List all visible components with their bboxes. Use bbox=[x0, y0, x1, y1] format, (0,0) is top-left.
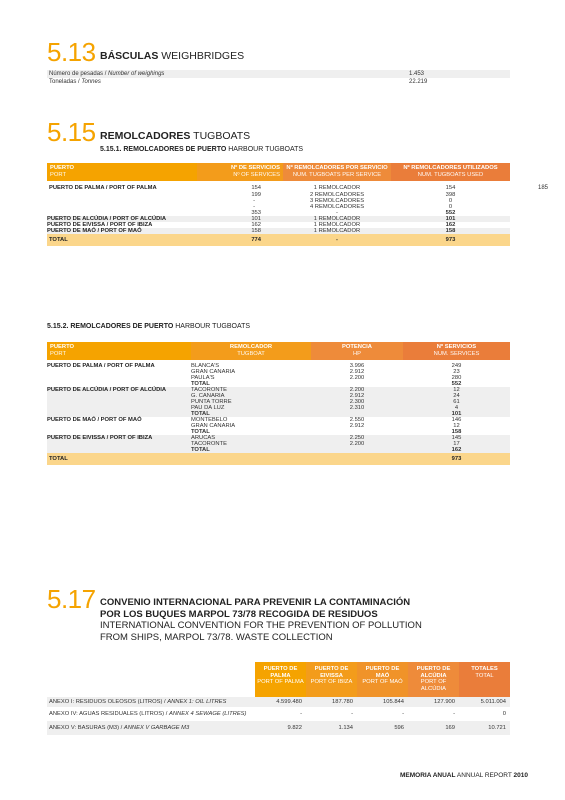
table-header bbox=[47, 163, 510, 181]
page-footer: MEMORIA ANUAL ANNUAL REPORT 2010 bbox=[399, 772, 528, 779]
used-value: 0 bbox=[448, 203, 453, 210]
subtotal-label: TOTAL bbox=[191, 447, 311, 453]
used-value: 154 bbox=[445, 185, 456, 192]
services-value: 101 bbox=[197, 216, 283, 222]
row-label: ANEXO I: RESIDUOS OLEOSOS (LITROS) / ANNEX 1: OIL LITRES bbox=[47, 697, 255, 707]
value-cell: - bbox=[402, 710, 404, 717]
title-line-es-1: CONVENIO INTERNACIONAL PARA PREVENIR LA CONTAMINACIÓN bbox=[100, 597, 411, 608]
table-row bbox=[47, 70, 510, 78]
tugboat-name: MONTEBELO bbox=[191, 416, 228, 423]
total-row bbox=[47, 453, 510, 465]
power-value: 2.200 bbox=[311, 387, 403, 393]
col-total: TOTALES TOTAL bbox=[459, 662, 510, 697]
services-value: 145 bbox=[403, 435, 510, 441]
power-value: 2.200 bbox=[349, 374, 365, 381]
harbour-tugboats-table bbox=[47, 342, 510, 465]
tugboat-name: ARUCAS bbox=[191, 435, 311, 441]
tugboat-name: TACORONTE bbox=[191, 441, 311, 447]
subtotal-label: TOTAL bbox=[191, 428, 210, 435]
col-services: Nº SERVICIOS NUM. SERVICES bbox=[403, 342, 510, 360]
services-value: 12 bbox=[453, 422, 460, 429]
value-cell: 4.599.480 bbox=[255, 697, 306, 707]
tugboat-name: G. CANARIA bbox=[191, 393, 311, 399]
subtotal-label: TOTAL bbox=[191, 380, 210, 387]
col-tugs-used: Nº REMOLCADORES UTILIZADOS NUM. TUGBOATS USED bbox=[391, 163, 510, 181]
tugs-value: 1 REMOLCADOR bbox=[283, 228, 391, 234]
used-value: 398 bbox=[445, 191, 456, 198]
total-tugs: - bbox=[283, 234, 391, 246]
tugboat-name: PUNTA TORRE bbox=[191, 399, 311, 405]
title-line-en-1: INTERNATIONAL CONVENTION FOR THE PREVENTION OF POLLUTION bbox=[100, 620, 422, 631]
subtotal-value: 552 bbox=[451, 380, 462, 387]
section-number-517: 5.17 bbox=[47, 584, 96, 614]
title-bold: REMOLCADORES bbox=[100, 130, 191, 142]
title-rest: TUGBOATS bbox=[190, 130, 251, 142]
port-name: PUERTO DE MAÓ / PORT OF MAÓ bbox=[47, 416, 142, 423]
section-number-515: 5.15 bbox=[47, 117, 96, 147]
marpol-table bbox=[47, 662, 510, 735]
total-label: TOTAL bbox=[47, 453, 191, 465]
services-value: 24 bbox=[403, 393, 510, 399]
tugboat-name: PAULA'S bbox=[191, 374, 215, 381]
used-value: 158 bbox=[391, 228, 510, 234]
col-alcudia: PUERTO DE ALCÚDIA PORT OF ALCÚDIA bbox=[408, 662, 459, 697]
used-value: 552 bbox=[445, 209, 456, 216]
title-line-es-2: POR LOS BUQUES MARPOL 73/78 RECOGIDA DE RESIDUOS bbox=[100, 608, 378, 620]
row-value: 1.453 bbox=[407, 70, 510, 78]
col-tugboat: REMOLCADOR TUGBOAT bbox=[191, 342, 311, 360]
tugboat-services-table bbox=[47, 163, 510, 246]
value-cell: - bbox=[351, 710, 353, 717]
services-value: 12 bbox=[403, 387, 510, 393]
port-name: PUERTO DE EIVISSA / PORT OF IBIZA bbox=[47, 435, 191, 441]
row-label: ANEXO IV: AGUAS RESIDUALES (LITROS) / ANNEX 4 SEWAGE (LITRES) bbox=[49, 710, 247, 717]
subtotal-label: TOTAL bbox=[191, 411, 311, 417]
table-row bbox=[47, 78, 510, 86]
row-label: Número de pesadas / Number of weighings bbox=[47, 70, 407, 78]
tugs-value: 3 REMOLCADORES bbox=[309, 197, 365, 204]
value-cell: 9.822 bbox=[255, 721, 306, 735]
power-value: 2.310 bbox=[311, 405, 403, 411]
value-cell: 187.780 bbox=[306, 697, 357, 707]
tugs-value: 4 REMOLCADORES bbox=[309, 203, 365, 210]
port-name: PUERTO DE PALMA / PORT OF PALMA bbox=[49, 184, 157, 191]
col-port: PUERTO PORT bbox=[47, 163, 197, 181]
subtotal-value: 162 bbox=[403, 447, 510, 453]
col-mao: PUERTO DE MAÓ PORT OF MAÓ bbox=[357, 662, 408, 697]
services-value: 353 bbox=[251, 209, 261, 216]
row-value: 22.219 bbox=[409, 79, 428, 85]
services-value: 249 bbox=[451, 362, 462, 369]
value-cell: 10.721 bbox=[459, 721, 510, 735]
services-value: 199 bbox=[251, 191, 261, 198]
tugboat-name: GRAN CANARIA bbox=[191, 368, 236, 375]
port-name: PUERTO DE MAÓ / PORT OF MAÓ bbox=[47, 228, 197, 234]
col-palma: PUERTO DE PALMA PORT OF PALMA bbox=[255, 662, 306, 697]
section-title-515 bbox=[100, 130, 250, 142]
services-value: 162 bbox=[251, 221, 261, 228]
value-cell: - bbox=[453, 710, 455, 717]
row-label: ANEXO V: BASURAS (M3) / ANNEX V GARBAGE M3 bbox=[47, 721, 255, 735]
used-value: 162 bbox=[445, 221, 456, 228]
table-row bbox=[47, 697, 510, 707]
tugboat-name: BLANCA'S bbox=[191, 362, 220, 369]
tugs-value: 1 REMOLCADOR bbox=[283, 216, 391, 222]
tugs-value: - bbox=[336, 209, 338, 216]
services-value: - bbox=[253, 197, 255, 204]
port-name: PUERTO DE ALCÚDIA / PORT OF ALCÚDIA bbox=[47, 387, 191, 393]
total-value: 973 bbox=[403, 453, 510, 465]
subsection-title-5152: 5.15.2. REMOLCADORES DE PUERTO HARBOUR TUGBOATS bbox=[47, 323, 251, 330]
tugs-value: 1 REMOLCADOR bbox=[313, 185, 361, 192]
section-title-517 bbox=[100, 597, 422, 643]
services-value: 280 bbox=[451, 374, 462, 381]
value-cell: 0 bbox=[502, 710, 506, 717]
col-tugs-per-service: Nº REMOLCADORES POR SERVICIO NUM. TUGBOATS PER SERVICE bbox=[283, 163, 391, 181]
used-value: 101 bbox=[391, 216, 510, 222]
title-bold: BÁSCULAS bbox=[100, 50, 159, 62]
subtotal-value: 101 bbox=[403, 411, 510, 417]
row-label: Toneladas / Tonnes bbox=[49, 79, 101, 85]
value-cell: 5.011.004 bbox=[459, 697, 510, 707]
services-value: 61 bbox=[403, 399, 510, 405]
services-value: 23 bbox=[453, 368, 460, 375]
power-value: 2.250 bbox=[311, 435, 403, 441]
total-label: TOTAL bbox=[47, 234, 197, 246]
services-value: 4 bbox=[403, 405, 510, 411]
table-row bbox=[47, 181, 510, 192]
tugs-value: 1 REMOLCADOR bbox=[313, 221, 361, 228]
services-value: 17 bbox=[403, 441, 510, 447]
section-title-513 bbox=[100, 50, 244, 62]
tugboat-name: PAU DA LUZ bbox=[191, 405, 311, 411]
value-cell: 127.900 bbox=[408, 697, 459, 707]
col-power: POTENCIA HP bbox=[311, 342, 403, 360]
power-value: 2.300 bbox=[311, 399, 403, 405]
subsection-title-5151: 5.15.1. REMOLCADORES DE PUERTO HARBOUR TUGBOATS bbox=[100, 146, 304, 153]
power-value: 2.200 bbox=[311, 441, 403, 447]
value-cell: 169 bbox=[408, 721, 459, 735]
power-value: 3.996 bbox=[349, 362, 365, 369]
empty-header bbox=[47, 662, 255, 697]
table-row bbox=[47, 360, 510, 369]
tugboat-name: TACORONTE bbox=[191, 387, 311, 393]
total-row bbox=[47, 234, 510, 246]
used-value: 0 bbox=[448, 197, 453, 204]
section-number-513: 5.13 bbox=[47, 37, 96, 67]
services-value: - bbox=[253, 203, 255, 210]
value-cell: - bbox=[300, 710, 302, 717]
power-value: 2.912 bbox=[349, 422, 365, 429]
port-name: PUERTO DE PALMA / PORT OF PALMA bbox=[47, 362, 155, 369]
table-header bbox=[47, 342, 510, 360]
value-cell: 596 bbox=[357, 721, 408, 735]
table-header bbox=[47, 662, 510, 697]
services-value: 158 bbox=[197, 228, 283, 234]
title-rest: WEIGHBRIDGES bbox=[158, 50, 245, 62]
table-row bbox=[47, 707, 510, 721]
port-name: PUERTO DE ALCÚDIA / PORT OF ALCÚDIA bbox=[47, 216, 197, 222]
subtotal-value: 158 bbox=[451, 428, 462, 435]
power-value: 2.912 bbox=[349, 368, 365, 375]
power-value: 2.912 bbox=[311, 393, 403, 399]
services-value: 146 bbox=[451, 416, 462, 423]
value-cell: 105.844 bbox=[357, 697, 408, 707]
total-services: 774 bbox=[197, 234, 283, 246]
page-number: 185 bbox=[538, 185, 549, 191]
total-used: 973 bbox=[391, 234, 510, 246]
col-port: PUERTO PORT bbox=[47, 342, 191, 360]
col-eivissa: PUERTO DE EIVISSA PORT OF IBIZA bbox=[306, 662, 357, 697]
weighbridge-table bbox=[47, 70, 510, 86]
tugs-value: 2 REMOLCADORES bbox=[309, 191, 365, 198]
table-row bbox=[47, 721, 510, 735]
col-services: Nº DE SERVICIOS Nº OF SERVICES bbox=[197, 163, 283, 181]
services-value: 154 bbox=[251, 184, 261, 191]
value-cell: 1.134 bbox=[306, 721, 357, 735]
tugboat-name: GRAN CANARIA bbox=[191, 422, 236, 429]
power-value: 2.550 bbox=[349, 416, 365, 423]
title-line-en-2: FROM SHIPS, MARPOL 73/78. WASTE COLLECTION bbox=[100, 631, 333, 643]
port-name: PUERTO DE EIVISSA / PORT OF IBIZA bbox=[47, 221, 153, 228]
